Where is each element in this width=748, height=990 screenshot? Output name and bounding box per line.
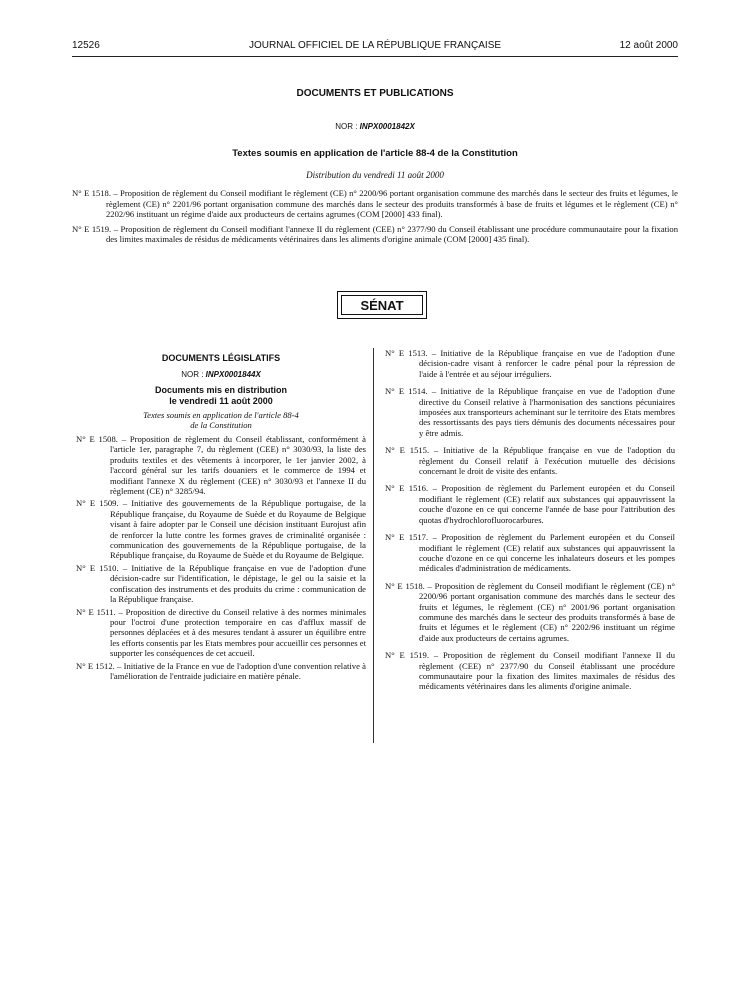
left-column-nor [76, 370, 366, 379]
left-column-subtitle [76, 385, 366, 406]
distribution-line: Distribution du vendredi 11 août 2000 [306, 170, 444, 180]
nor-label: NOR : [335, 122, 358, 131]
section-title: DOCUMENTS ET PUBLICATIONS [296, 88, 454, 99]
entry-e1513: N° E 1513. – Initiative de la République française en vue de l'adoption d'une décision-cadre visant à renforcer le cadre pénal pour la répression de l'aide à l'entrée et au séjour irréguliers. [385, 348, 675, 379]
entry-e1508: N° E 1508. – Proposition de règlement du Conseil établissant, conformément à l'article 1er, paragraphe 7, du règlement (CEE) n° 3030/93, la liste des produits textiles et des vêtements à incorporer, le 1er janvier 2002, à l'accord général sur les tarifs douaniers et le commerce de 1994 et modifiant l'annexe X du règlement (CEE) n° 3030/93 et l'annexe II du règlement (CE) n° 3285/94. [76, 434, 366, 497]
entry-e1519-top: N° E 1519. – Proposition de règlement du Conseil modifiant l'annexe II du règlement (CEE) n° 2377/90 du Conseil établissant une procédure communautaire pour la fixation des limites maximales de résidus de médicaments vétérinaires dans les aliments d'origine animale (COM [2000] 435 final). [72, 223, 678, 245]
left-column-title: DOCUMENTS LÉGISLATIFS [161, 353, 281, 363]
entry-e1517: N° E 1517. – Proposition de règlement du Parlement européen et du Conseil modifiant le règlement (CE) relatif aux substances qui appauvrissent la couche d'ozone en ce qui concerne les inhalateurs doseurs et les pompes médicales d'administration de médicaments. [385, 532, 675, 574]
section-subtitle: Textes soumis en application de l'article 88-4 de la Constitution [232, 148, 518, 159]
subtitle-line-2: le vendredi 11 août 2000 [169, 395, 273, 406]
column-divider [373, 348, 374, 743]
senat-label: SÉNAT [341, 295, 423, 315]
entry-e1512: N° E 1512. – Initiative de la France en vue de l'adoption d'une convention relative à l'amélioration de l'entraide judiciaire en matière pénale. [76, 660, 366, 681]
entry-e1518-top: N° E 1518. – Proposition de règlement du Conseil modifiant le règlement (CE) n° 2200/96 portant organisation commune des marchés dans le secteur des fruits et légumes, le règlement (CE) n° 2201/96 portant organisation commune des marchés dans le secteur des produits transformés à base de fruits et légumes et le règlement (CE) n° 2202/96 instituant un régime d'aide aux producteurs de certains agrumes (COM [2000] 433 final). [72, 188, 678, 220]
italic-line-1: Textes soumis en application de l'article 88-4 [143, 410, 299, 420]
left-column-italic [76, 410, 366, 430]
subtitle-line-1: Documents mis en distribution [154, 385, 287, 395]
right-column [385, 348, 675, 699]
page-number: 12526 [72, 40, 100, 51]
nor-code: INPX0001844X [205, 370, 261, 379]
italic-line-2: de la Constitution [190, 420, 252, 430]
entry-e1514: N° E 1514. – Initiative de la République française en vue de l'adoption d'une directive du Conseil relative à l'harmonisation des sanctions pécuniaires imposées aux transporteurs acheminant sur le territoire des Etats membres des ressortissants des pays tiers démunis des documents nécessaires pour y être admis. [385, 386, 675, 438]
entry-e1518: N° E 1518. – Proposition de règlement du Conseil modifiant le règlement (CE) n° 2200/96 portant organisation commune des marchés dans le secteur des fruits et légumes, le règlement (CE) n° 2001/96 portant organisation commune des marchés dans le secteur des produits transformés à base de fruits et légumes et le règlement (CE) n° 2202/96 instituant un régime d'aide aux producteurs de certains agrumes. [385, 580, 675, 643]
entry-e1510: N° E 1510. – Initiative de la République française en vue de l'adoption d'une décision-cadre sur l'identification, le dépistage, le gel ou la saisie et la confiscation des instruments et des produits du crime : communication de la République française. [76, 562, 366, 605]
section-nor [72, 122, 678, 131]
issue-date: 12 août 2000 [619, 40, 678, 51]
entry-e1516: N° E 1516. – Proposition de règlement du Parlement européen et du Conseil modifiant le règlement (CE) relatif aux substances qui appauvrissent la couche d'ozone en ce qui concerne l'année de base pour l'attribution des quotas d'hydrochlorofluorocarbures. [385, 483, 675, 525]
entry-e1519: N° E 1519. – Proposition de règlement du Conseil modifiant l'annexe II du règlement (CEE) n° 2377/90 du Conseil établissant une procédure communautaire pour la fixation des limites maximales de résidus des médicaments vétérinaires dans les aliments d'origine animale. [385, 650, 675, 692]
senat-box [337, 291, 427, 319]
nor-code: INPX0001842X [359, 122, 415, 131]
header-rule [72, 56, 678, 57]
entry-e1509: N° E 1509. – Initiative des gouvernements de la République portugaise, de la République française, du Royaume de Suède et du Royaume de Belgique visant à faire adopter par le Conseil une décision instituant Eurojust afin de renforcer la lutte contre les formes graves de criminalité organisée : communication des gouvernements de la République portugaise, de la République française, du Royaume de Suède et du Royaume de Belgique. [76, 498, 366, 561]
entry-e1511: N° E 1511. – Proposition de directive du Conseil relative à des normes minimales pour l'octroi d'une protection temporaire en cas d'afflux massif de personnes déplacées et à des mesures tendant à assurer un équilibre entre les efforts consentis par les Etats membres pour accueillir ces personnes et supporter les conséquences de cet accueil. [76, 606, 366, 659]
nor-label: NOR : [181, 370, 204, 379]
left-column [76, 348, 366, 683]
journal-title: JOURNAL OFFICIEL DE LA RÉPUBLIQUE FRANÇAISE [248, 40, 502, 51]
running-header [72, 40, 678, 54]
entry-e1515: N° E 1515. – Initiative de la République française en vue de l'adoption du règlement du Conseil relatif à l'exécution mutuelle des décisions concernant le droit de visite des enfants. [385, 445, 675, 477]
top-entries [72, 188, 678, 249]
